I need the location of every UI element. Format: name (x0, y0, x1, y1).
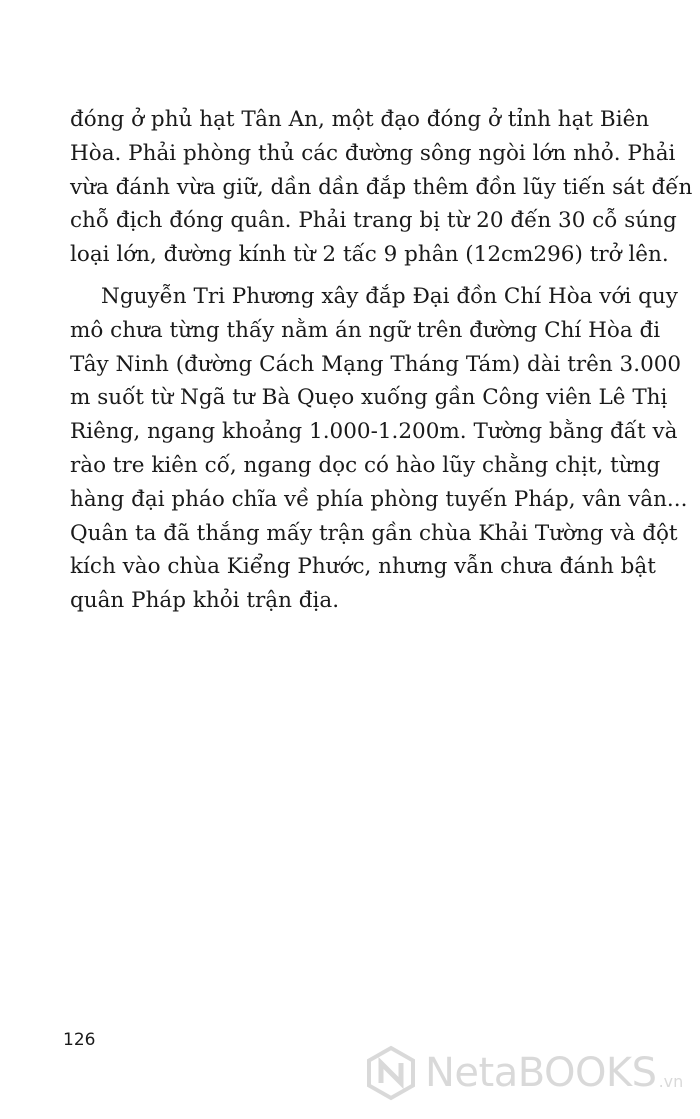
text-line: hàng đại pháo chĩa về phía phòng tuyến Pháp, vân vân... (70, 486, 688, 512)
paragraph-2 (70, 280, 688, 618)
text-line: quân Pháp khỏi trận địa. (70, 588, 340, 614)
watermark-text: NetaBOOKS (425, 1050, 657, 1096)
text-line: vừa đánh vừa giữ, dần dần đắp thêm đồn lũy tiến sát đến (70, 174, 693, 200)
text-line: Nguyễn Tri Phương xây đắp Đại đồn Chí Hòa với quy (101, 283, 678, 309)
text-line: m suốt từ Ngã tư Bà Quẹo xuống gần Công viên Lê Thị (70, 385, 668, 411)
watermark (363, 1043, 683, 1103)
body-text (70, 103, 693, 618)
text-line: Riêng, ngang khoảng 1.000-1.200m. Tường bằng đất và (70, 419, 678, 445)
text-line: Hòa. Phải phòng thủ các đường sông ngòi lớn nhỏ. Phải (70, 140, 676, 166)
text-line: loại lớn, đường kính từ 2 tấc 9 phân (12cm296) trở lên. (70, 242, 669, 268)
text-line: kích vào chùa Kiểng Phước, nhưng vẫn chưa đánh bật (70, 554, 656, 580)
text-line: rào tre kiên cố, ngang dọc có hào lũy chằng chịt, từng (70, 452, 661, 478)
text-line: chỗ địch đóng quân. Phải trang bị từ 20 đến 30 cỗ súng (70, 208, 677, 234)
text-line: mô chưa từng thấy nằm án ngữ trên đường Chí Hòa đi (70, 317, 661, 343)
netabooks-logo-icon (363, 1045, 419, 1101)
text-line: Quân ta đã thắng mấy trận gần chùa Khải Tường và đột (70, 520, 678, 546)
watermark-suffix: .vn (658, 1072, 684, 1091)
text-line: Tây Ninh (đường Cách Mạng Tháng Tám) dài trên 3.000 (70, 351, 682, 377)
page-number: 126 (63, 1030, 96, 1050)
paragraph-1 (70, 103, 693, 272)
text-line: đóng ở phủ hạt Tân An, một đạo đóng ở tỉnh hạt Biên (70, 107, 650, 132)
